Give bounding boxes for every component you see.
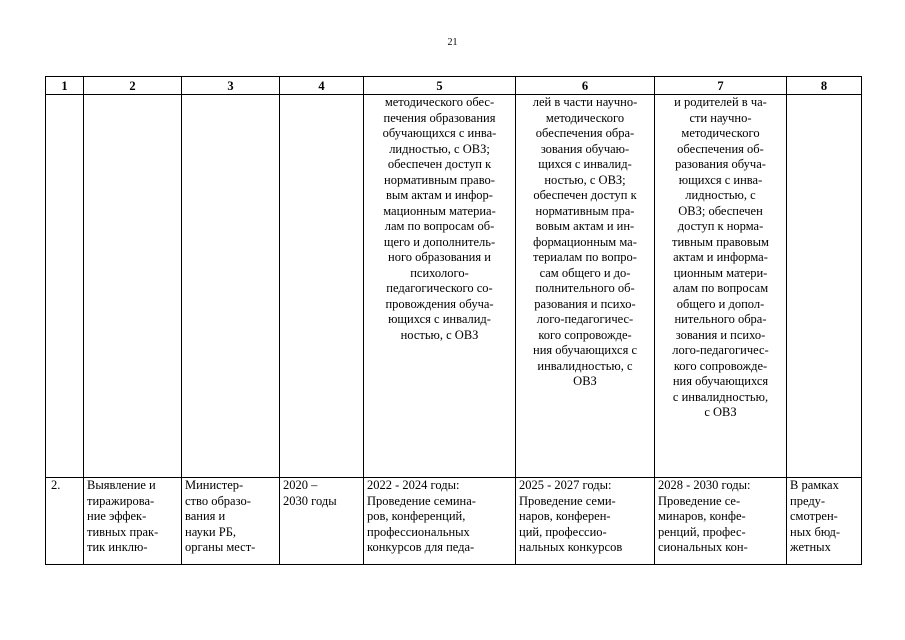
table-cell: Выявление и тиражирова- ние эффек- тивных прак- тик инклю- <box>84 478 182 565</box>
header-cell-3: 3 <box>182 77 280 95</box>
measures-table <box>45 76 862 565</box>
row-number-cell: 2. <box>46 478 84 565</box>
header-cell-6: 6 <box>516 77 655 95</box>
table-cell: 2028 - 2030 годы: Проведение се- минаров, конфе- ренций, профес- сиональных кон- <box>655 478 787 565</box>
table-row <box>46 95 862 478</box>
header-cell-7: 7 <box>655 77 787 95</box>
table-cell: 2025 - 2027 годы: Проведение семи- наров, конферен- ций, профессио- нальных конкурсов <box>516 478 655 565</box>
table-cell: В рамках преду- смотрен- ных бюд- жетных <box>787 478 862 565</box>
table-cell <box>787 95 862 478</box>
table-cell <box>280 95 364 478</box>
table-cell: Министер- ство образо- вания и науки РБ, органы мест- <box>182 478 280 565</box>
table-cell: 2020 – 2030 годы <box>280 478 364 565</box>
table-cell: лей в части научно- методического обеспечения обра- зования обучаю- щихся с инвалид- ностью, с ОВЗ; обеспечен доступ к нормативным пра- вовым актам и ин- формационным ма- териалам по вопро- сам общего и до- полнительного об- разования и психо- лого-педагогичес- кого сопровожде- ния обучающихся с инвалидностью, с ОВЗ <box>516 95 655 478</box>
table-cell <box>84 95 182 478</box>
table-cell: и родителей в ча- сти научно- методического обеспечения об- разования обуча- ющихся с инва- лидностью, с ОВЗ; обеспечен доступ к норма- тивным правовым актам и информа- ционным матери- алам по вопросам общего и допол- нительного обра- зования и психо- лого-педагогичес- кого сопровожде- ния обучающихся с инвалидностью, с ОВЗ <box>655 95 787 478</box>
page-number: 21 <box>447 37 458 48</box>
header-cell-5: 5 <box>364 77 516 95</box>
table-row <box>46 478 862 565</box>
header-cell-2: 2 <box>84 77 182 95</box>
table-cell: 2022 - 2024 годы: Проведение семина- ров, конференций, профессиональных конкурсов для педа- <box>364 478 516 565</box>
table-cell <box>46 95 84 478</box>
table-cell: методического обес- печения образования обучающихся с инва- лидностью, с ОВЗ; обеспечен доступ к нормативным право- вым актам и инфор- мационным материа- лам по вопросам об- щего и дополнитель- ного образования и психолого- педагогического со- провождения обуча- ющихся с инвалид- ностью, с ОВЗ <box>364 95 516 478</box>
header-row <box>46 77 862 95</box>
header-cell-8: 8 <box>787 77 862 95</box>
header-cell-4: 4 <box>280 77 364 95</box>
table-cell <box>182 95 280 478</box>
header-cell-1: 1 <box>46 77 84 95</box>
